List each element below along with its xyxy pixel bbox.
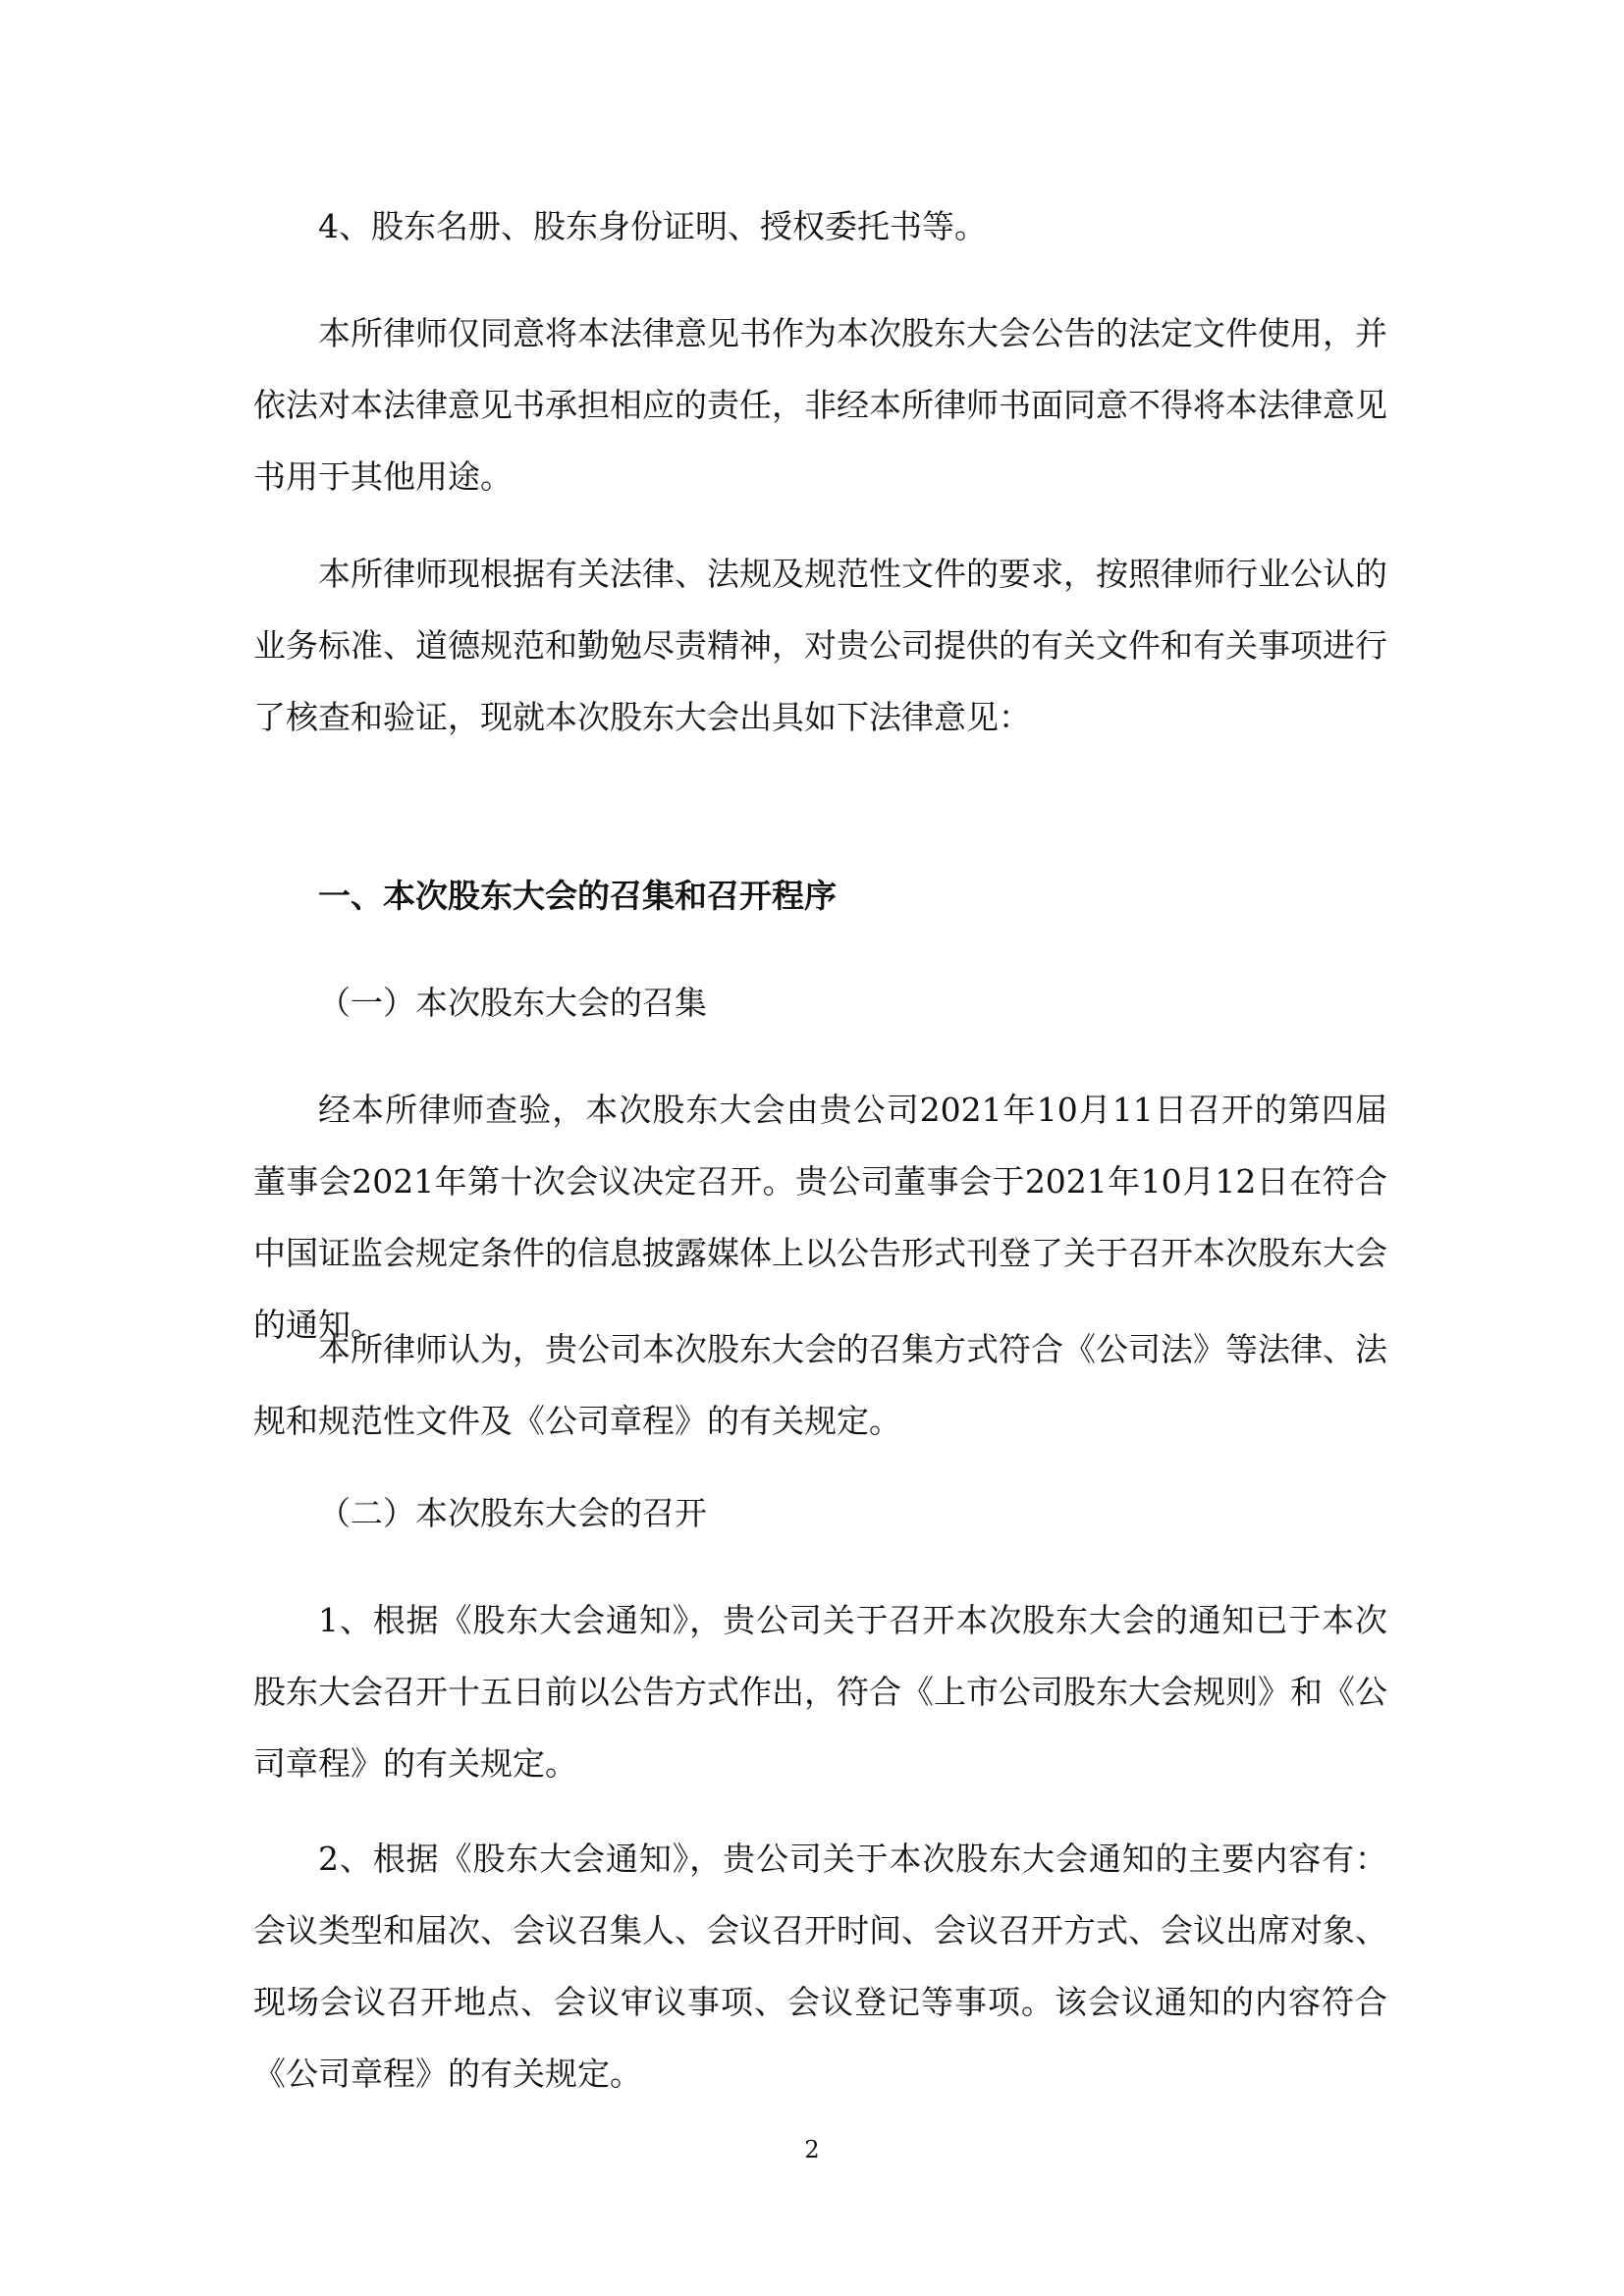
paragraph-convening-conclusion: 本所律师认为，贵公司本次股东大会的召集方式符合《公司法》等法律、法规和规范性文件及《公司章程》的有关规定。 [253, 1330, 1387, 1440]
section-heading: 一、本次股东大会的召集和召开程序 [318, 877, 837, 915]
paragraph-notice-timing: 1、根据《股东大会通知》，贵公司关于召开本次股东大会的通知已于本次股东大会召开十五日前以公告方式作出，符合《上市公司股东大会规则》和《公司章程》的有关规定。 [253, 1601, 1387, 1783]
paragraph-convening-details: 经本所律师查验，本次股东大会由贵公司2021年10月11日召开的第四届董事会2021年第十次会议决定召开。贵公司董事会于2021年10月12日在符合中国证监会规定条件的信息披露媒体上以公告形式刊登了关于召开本次股东大会的通知。 [253, 1091, 1387, 1344]
page-number: 2 [804, 2136, 820, 2163]
subsection-heading-convening: （一）本次股东大会的召集 [318, 984, 707, 1022]
paragraph-opinion-basis: 本所律师现根据有关法律、法规及规范性文件的要求，按照律师行业公认的业务标准、道德规范和勤勉尽责精神，对贵公司提供的有关文件和有关事项进行了核查和验证，现就本次股东大会出具如下法律意见： [253, 555, 1387, 736]
subsection-heading-holding: （二）本次股东大会的召开 [318, 1494, 707, 1532]
paragraph-usage-statement: 本所律师仅同意将本法律意见书作为本次股东大会公告的法定文件使用，并依法对本法律意见书承担相应的责任，非经本所律师书面同意不得将本法律意见书用于其他用途。 [253, 314, 1387, 496]
paragraph-item-4: 4、股东名册、股东身份证明、授权委托书等。 [318, 207, 987, 245]
paragraph-notice-content: 2、根据《股东大会通知》，贵公司关于本次股东大会通知的主要内容有：会议类型和届次、会议召集人、会议召开时间、会议召开方式、会议出席对象、现场会议召开地点、会议审议事项、会议登记等事项。该会议通知的内容符合《公司章程》的有关规定。 [253, 1840, 1387, 2093]
